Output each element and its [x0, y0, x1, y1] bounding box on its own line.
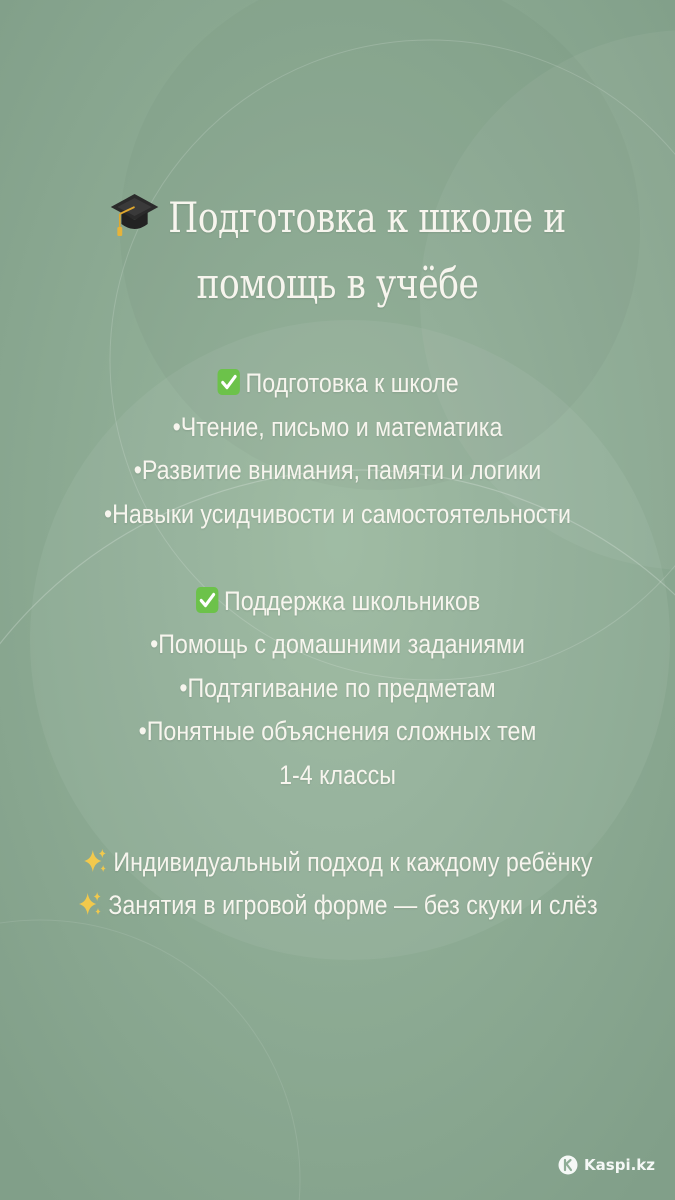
- kaspi-watermark: [558, 1155, 655, 1175]
- grade-note: 1-4 классы: [279, 759, 396, 790]
- sparkles-icon: [82, 846, 108, 876]
- title-text-1: Подготовка к школе и: [168, 193, 566, 242]
- content-block: [47, 362, 628, 928]
- highlight-text: Занятия в игровой форме — без скуки и слёз: [108, 890, 598, 920]
- watermark-text: Kaspi.kz: [584, 1156, 655, 1174]
- spacer: [47, 797, 628, 841]
- list-item: •Помощь с домашними заданиями: [150, 629, 525, 659]
- list-item: •Чтение, письмо и математика: [172, 411, 503, 442]
- graduation-cap-icon: [109, 188, 160, 238]
- list-item: •Подтягивание по предметам: [179, 672, 496, 703]
- section-heading-support: [47, 580, 628, 624]
- section-heading-text: Подготовка к школе: [245, 368, 459, 398]
- list-item: •Понятные объяснения сложных тем: [138, 716, 537, 746]
- page-title: [61, 185, 615, 317]
- sparkles-icon: [77, 889, 103, 919]
- highlight-text: Индивидуальный подход к каждому ребёнку: [113, 846, 593, 877]
- title-line-2: помощь в учёбе: [196, 259, 479, 308]
- list-item: •Развитие внимания, памяти и логики: [133, 455, 542, 485]
- title-line-1: [61, 185, 615, 251]
- check-mark-icon: [195, 586, 219, 614]
- spacer: [47, 536, 628, 580]
- check-mark-icon: [216, 368, 240, 396]
- section-heading-text: Поддержка школьников: [224, 585, 481, 616]
- kaspi-logo-icon: [558, 1155, 578, 1175]
- highlight-item: [47, 884, 628, 928]
- list-item: •Навыки усидчивости и самостоятельности: [103, 498, 572, 529]
- section-heading-preparation: [47, 362, 628, 406]
- highlight-item: [47, 841, 628, 885]
